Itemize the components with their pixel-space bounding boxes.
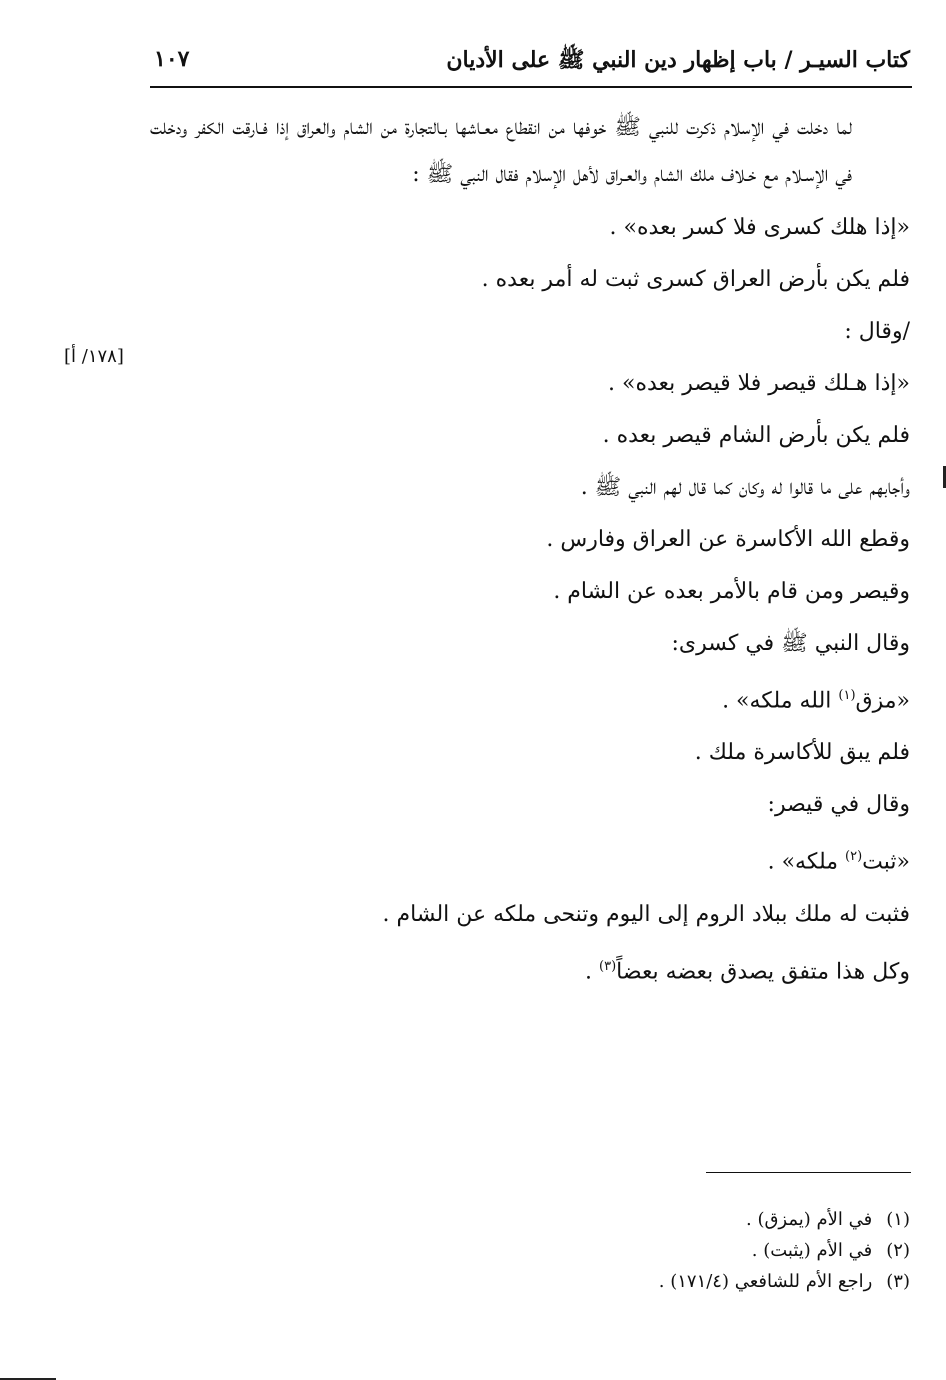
text-line: فثبت له ملك ببلاد الروم إلى اليوم وتنحى ملكه عن الشام . bbox=[382, 901, 910, 927]
footnote-number: (٢) bbox=[886, 1240, 910, 1261]
footnote-item bbox=[400, 1266, 910, 1297]
line-end: . bbox=[585, 958, 600, 984]
footnote-ref-2: (٢) bbox=[845, 849, 863, 865]
quote-start: «مزق bbox=[855, 688, 910, 714]
footnote-separator bbox=[706, 1172, 911, 1173]
footnote-ref-1: (١) bbox=[838, 688, 856, 703]
opening-paragraph: لما دخلت في الإسلام ذكرت للنبي ﷺ خوفها من انقطاع معـاشها بـالتجارة من الشام والعراق إذا فـارقت الكفر ودخلت في الإسـلام مع خـلاف ملك الشام والعـراق لأهل الإسلام فقال النبي ﷺ : bbox=[150, 115, 852, 187]
text-line-thabbat bbox=[150, 831, 910, 888]
footnote-text: راجع الأم للشافعي (١٧١/٤) . bbox=[658, 1271, 873, 1292]
quote-end: ملكه» . bbox=[767, 849, 846, 875]
page-header bbox=[150, 42, 910, 82]
footnote-ref-3: (٣) bbox=[599, 958, 617, 974]
text-line: «إذا هـلك قيصر فلا قيصر بعده» . bbox=[608, 371, 910, 396]
footnote-text: في الأم (يثبت) . bbox=[751, 1240, 873, 1261]
footnote-number: (١) bbox=[886, 1209, 910, 1230]
manuscript-folio-note: [١٧٨/ أ] bbox=[64, 346, 124, 367]
header-rule bbox=[150, 86, 912, 88]
text-line: وقيصر ومن قام بالأمر بعده عن الشام . bbox=[553, 579, 910, 604]
footnotes bbox=[400, 1204, 910, 1297]
quote-end: الله ملكه» . bbox=[722, 688, 839, 714]
quote-start: «ثبت bbox=[862, 849, 910, 875]
text-line: فلم يبق للأكاسرة ملك . bbox=[694, 740, 910, 766]
footnote-item bbox=[400, 1204, 910, 1235]
text-line: «إذا هلك كسرى فلا كسر بعده» . bbox=[609, 215, 910, 240]
text-line: وأجابهم على ما قالوا له وكان كما قال لهم النبي ﷺ . bbox=[580, 475, 910, 500]
text-line-mazzaq bbox=[150, 670, 910, 727]
text-line: /وقال : bbox=[844, 319, 910, 344]
footnote-number: (٣) bbox=[886, 1271, 910, 1292]
text-line: وقطع الله الأكاسرة عن العراق وفارس . bbox=[546, 527, 910, 552]
main-text bbox=[150, 104, 910, 998]
footnote-text: في الأم (يمزق) . bbox=[746, 1209, 873, 1230]
text-line: وقال في قيصر: bbox=[767, 792, 910, 818]
line-text: وكل هذا متفق يصدق بعضه بعضاً bbox=[616, 958, 910, 984]
text-line: فلم يكن بأرض العراق كسرى ثبت له أمر بعده . bbox=[481, 267, 910, 292]
text-line: وقال النبي ﷺ في كسرى: bbox=[671, 631, 910, 656]
running-title: كتاب السيـر / باب إظهار دين النبي ﷺ على الأديان bbox=[446, 47, 910, 73]
text-line: فلم يكن بأرض الشام قيصر بعده . bbox=[602, 423, 910, 448]
text-line-last bbox=[150, 941, 910, 998]
page-number: ١٠٧ bbox=[154, 46, 190, 72]
footnote-item bbox=[400, 1235, 910, 1266]
